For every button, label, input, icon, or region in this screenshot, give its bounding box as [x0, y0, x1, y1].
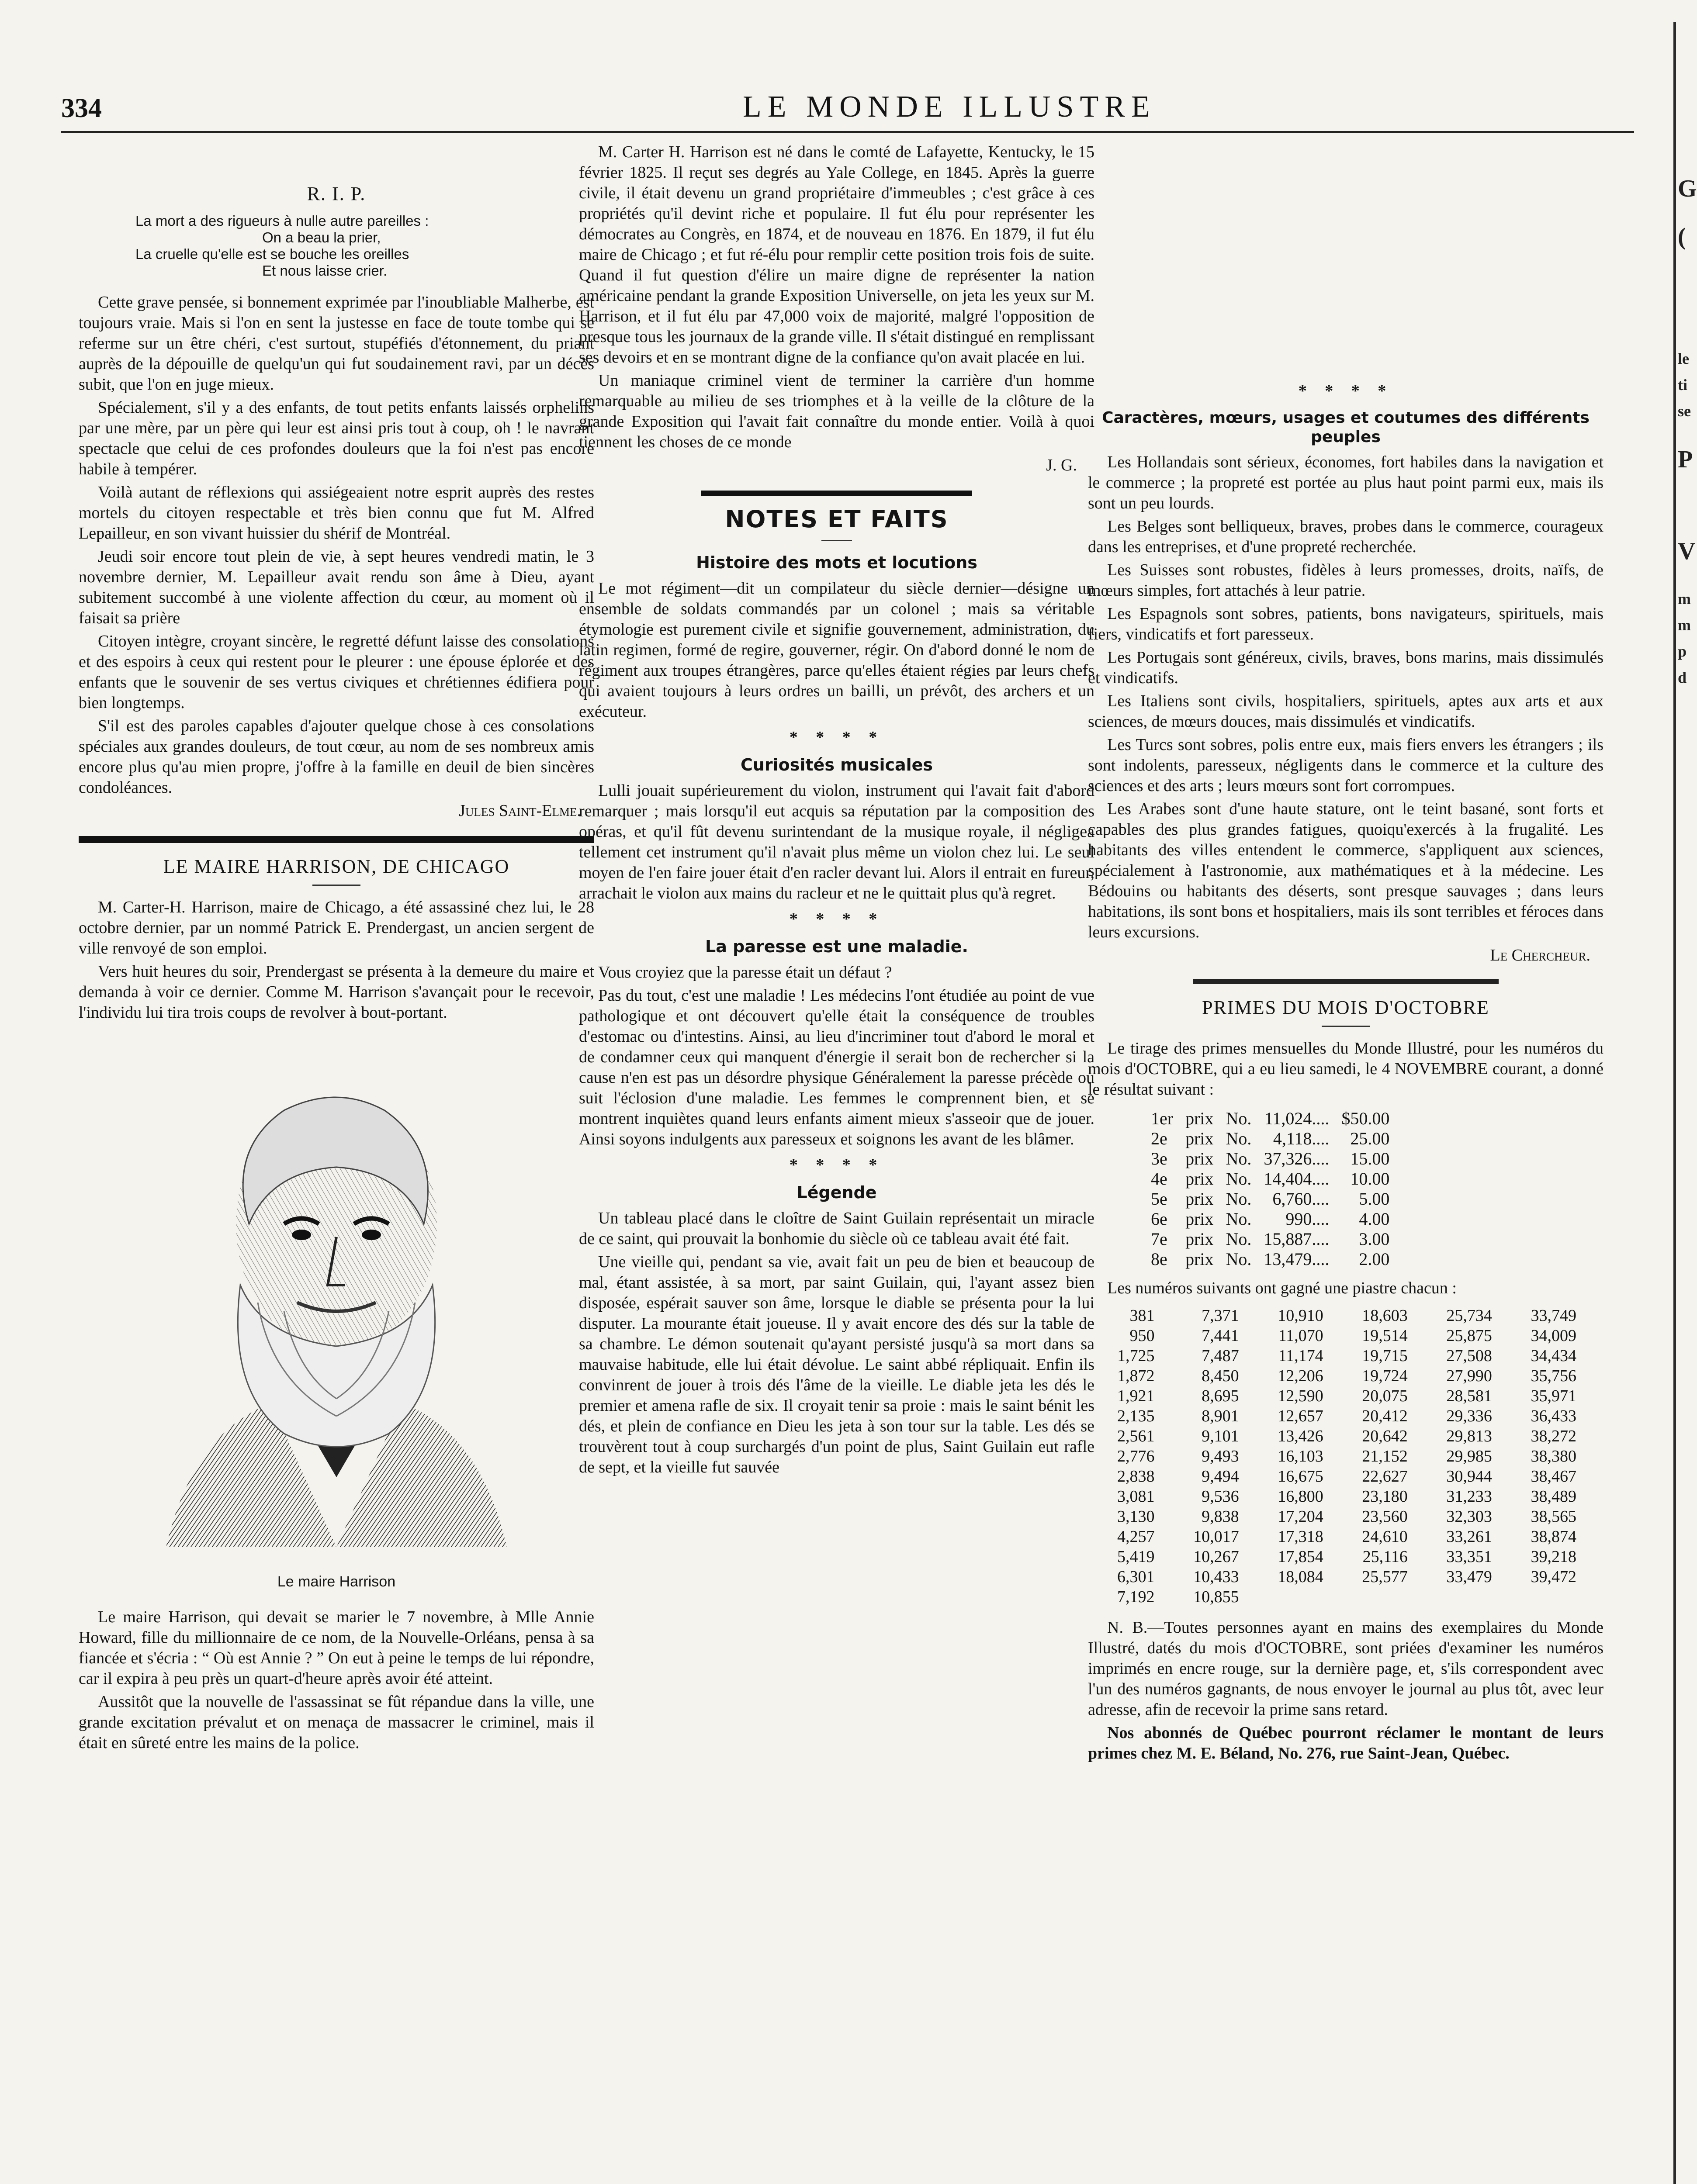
edge-letter: m	[1678, 616, 1691, 634]
winning-number: 17,204	[1278, 1507, 1323, 1526]
winners-row	[1088, 1507, 1582, 1527]
winning-number: 10,910	[1278, 1306, 1323, 1325]
winning-number: 381	[1129, 1306, 1155, 1325]
winning-number: 1,725	[1117, 1347, 1155, 1365]
adjacent-page-edge	[1660, 0, 1697, 2184]
caracteres-paragraph: Les Hollandais sont sérieux, économes, fort habiles dans la navigation et le commerce ; la propreté est portée au plus haut point parmi eux, mais ils sont un peu lourds.	[1088, 453, 1603, 512]
winning-number: 6,301	[1117, 1568, 1155, 1586]
winning-number: 38,874	[1531, 1527, 1576, 1546]
edge-letter: se	[1678, 402, 1691, 420]
prize-rank: 3e	[1151, 1149, 1167, 1168]
title-rule	[1322, 1026, 1370, 1027]
winning-number: 9,536	[1202, 1487, 1239, 1506]
quebec-note: Nos abonnés de Québec pourront réclamer le montant de leurs primes chez M. E. Béland, No. 276, rue Saint-Jean, Québec.	[1088, 1724, 1603, 1762]
winning-number: 1,921	[1117, 1387, 1155, 1405]
notes-paragraph: Vous croyiez que la paresse était un défaut ?	[598, 963, 892, 981]
winning-number	[1329, 1587, 1413, 1607]
section-stars: * * * *	[789, 910, 884, 928]
edge-letter: le	[1678, 350, 1689, 367]
notes-paragraph: Une vieille qui, pendant sa vie, avait fait un peu de bien et beaucoup de mal, étant assistée, à sa mort, par saint Guilain, qui, l'ayant assez bien disposée, espérait sauver son âme, lorsque le diable se présenta pour la lui disputer. La mourante était joueuse. Il y avait encore des dés sur la table de sa chambre. Le démon soutenait qu'ayant persisté jusqu'à sa mort dans sa mauvaise habitude, elle lui était dévolue. Le saint abbé répliquait. Enfin ils convinrent de jouer à trois dés l'âme de la vieille. Le diable jeta les dés le premier et amena rafle de six. Il croyait tenir sa proie : mais le saint bénit les dés, et plein de confiance en Dieu les jeta à son tour sur la table. Les dés se trouvèrent tout à coup surchargés d'un point de plus, Saint Guilain eut rafle de sept, et la vieille fut sauvée	[579, 1253, 1094, 1476]
column-left	[79, 142, 594, 1756]
winners-row	[1088, 1486, 1582, 1507]
prize-label: prix	[1185, 1229, 1214, 1249]
winners-row	[1088, 1567, 1582, 1587]
winning-number: 16,800	[1278, 1487, 1323, 1506]
prize-row	[1145, 1209, 1396, 1229]
prize-no: No.	[1226, 1249, 1252, 1269]
winning-number: 12,657	[1278, 1407, 1323, 1425]
winning-number: 11,070	[1278, 1327, 1323, 1345]
winning-number: 23,180	[1362, 1487, 1408, 1506]
winning-number: 35,756	[1531, 1367, 1576, 1385]
page-number: 334	[61, 93, 102, 123]
winning-number: 9,494	[1202, 1467, 1239, 1486]
winning-number: 16,675	[1278, 1467, 1323, 1486]
winning-number: 35,971	[1531, 1387, 1576, 1405]
winning-number: 20,412	[1362, 1407, 1408, 1425]
winning-number: 19,715	[1362, 1347, 1408, 1365]
edge-letter: G	[1678, 175, 1697, 202]
edge-letter: p	[1678, 643, 1687, 660]
winning-number: 25,875	[1446, 1327, 1492, 1345]
caracteres-paragraph: Les Italiens sont civils, hospitaliers, spirituels, aptes aux arts et aux sciences, de mœurs douces, mais dissimulés et vindicatifs.	[1088, 692, 1603, 731]
prize-no: No.	[1226, 1169, 1252, 1189]
winning-number: 8,695	[1202, 1387, 1239, 1405]
primes-intro: Le tirage des primes mensuelles du Monde Illustré, pour les numéros du mois d'OCTOBRE, qui a eu lieu samedi, le 4 NOVEMBRE courant, a donné le résultat suivant :	[1088, 1039, 1603, 1099]
harrison-paragraph: Aussitôt que la nouvelle de l'assassinat se fût répandue dans la ville, une grande excitation prévalut et on menaça de massacrer le criminel, mais il était en sûreté entre les mains de la police.	[79, 1693, 594, 1752]
prize-rank: 4e	[1151, 1169, 1167, 1189]
prize-number: 990....	[1285, 1209, 1330, 1229]
winning-number: 22,627	[1362, 1467, 1408, 1486]
harrison-signature: J. G.	[1046, 456, 1077, 474]
winning-number: 16,103	[1278, 1447, 1323, 1465]
winning-number: 33,351	[1446, 1548, 1492, 1566]
prize-row	[1145, 1189, 1396, 1209]
harrison-title: LE MAIRE HARRISON, DE CHICAGO	[163, 856, 510, 877]
winning-number: 8,450	[1202, 1367, 1239, 1385]
caracteres-paragraph: Les Suisses sont robustes, fidèles à leurs promesses, droits, naïfs, de mœurs simples, fort attachés à leur patrie.	[1088, 561, 1603, 600]
prize-number: 14,404....	[1264, 1169, 1330, 1189]
winning-number: 34,009	[1531, 1327, 1576, 1345]
winning-number: 23,560	[1362, 1507, 1408, 1526]
prize-amount: $50.00	[1341, 1109, 1390, 1128]
winning-number: 9,493	[1202, 1447, 1239, 1465]
winning-number: 38,272	[1531, 1427, 1576, 1445]
winning-number: 25,577	[1362, 1568, 1408, 1586]
winning-number: 29,813	[1446, 1427, 1492, 1445]
edge-letter: P	[1678, 446, 1693, 473]
winning-number: 34,434	[1531, 1347, 1576, 1365]
winning-number: 19,724	[1362, 1367, 1408, 1385]
section-divider	[701, 491, 972, 496]
winning-number: 33,479	[1446, 1568, 1492, 1586]
prize-number: 6,760....	[1272, 1189, 1330, 1209]
winning-number: 19,514	[1362, 1327, 1408, 1345]
winning-number: 2,135	[1117, 1407, 1155, 1425]
edge-letter: m	[1678, 590, 1691, 608]
poem-line: On a beau la prier,	[262, 229, 381, 245]
winning-number: 39,472	[1531, 1568, 1576, 1586]
winners-table	[1088, 1306, 1582, 1607]
prize-label: prix	[1185, 1249, 1214, 1269]
harrison-portrait	[140, 1040, 533, 1565]
winning-number: 11,174	[1278, 1347, 1323, 1365]
winning-number: 27,508	[1446, 1347, 1492, 1365]
harrison-paragraph: Le maire Harrison, qui devait se marier le 7 novembre, à Mlle Annie Howard, fille du millionnaire de ce nom, de la Nouvelle-Orléans, pensa à sa fiancée et s'écria : “ Où est Annie ? ” On eut à peine le temps de lui répondre, car il expira à peu près un quart-d'heure après avoir été atteint.	[79, 1608, 594, 1688]
rip-title: R. I. P.	[307, 183, 366, 204]
winning-number: 1,872	[1117, 1367, 1155, 1385]
rip-paragraph: Jeudi soir encore tout plein de vie, à sept heures vendredi matin, le 3 novembre dernier, M. Lepailleur avait rendu son âme à Dieu, ayant subitement succombé à une violente affection du cœur, au moment où il faisait sa prière	[79, 547, 594, 627]
winning-number: 7,441	[1202, 1327, 1239, 1345]
prize-amount: 4.00	[1359, 1209, 1390, 1229]
winners-row	[1088, 1426, 1582, 1446]
prize-row	[1145, 1129, 1396, 1149]
winning-number: 24,610	[1362, 1527, 1408, 1546]
prize-amount: 5.00	[1359, 1189, 1390, 1209]
prize-rank: 7e	[1151, 1229, 1167, 1249]
winning-number: 17,318	[1278, 1527, 1323, 1546]
caracteres-heading: Caractères, mœurs, usages et coutumes des différents peuples	[1102, 409, 1590, 446]
page-header	[61, 90, 1634, 133]
prize-number: 13,479....	[1264, 1249, 1330, 1269]
rip-poem	[79, 213, 594, 279]
caracteres-paragraph: Les Portugais sont généreux, civils, braves, bons marins, mais dissimulés et vindicatifs.	[1088, 648, 1603, 687]
poem-line: La cruelle qu'elle est se bouche les oreilles	[135, 246, 409, 262]
portrait-engraving	[140, 1040, 533, 1565]
prize-number: 15,887....	[1264, 1229, 1330, 1249]
prize-rank: 8e	[1151, 1249, 1167, 1269]
notes-heading: Curiosités musicales	[740, 755, 933, 774]
prize-no: No.	[1226, 1109, 1252, 1128]
notes-paragraph: Un tableau placé dans le cloître de Saint Guilain représentait un miracle de ce saint, qui prouvait la bonhomie du siècle où ce tableau avait été fait.	[579, 1209, 1094, 1248]
prize-rank: 6e	[1151, 1209, 1167, 1229]
title-rule	[312, 885, 360, 886]
winning-number: 12,590	[1278, 1387, 1323, 1405]
notes-paragraph: Le mot régiment—dit un compilateur du siècle dernier—désigne un ensemble de soldats commandés par un colonel ; mais sa véritable étymologie est purement civile et signifie gouvernement, administration, du latin regimen, formé de regire, gouverner, régir. On d'abord donné le nom de régiment aux troupes étrangères, parce qu'elles étaient régies par leurs chefs qui avaient toujours à leurs ordres un bailli, un prévôt, des archers et un exécuteur.	[579, 579, 1094, 721]
caracteres-paragraph: Les Arabes sont d'une haute stature, ont le teint basané, sont forts et capables des plus grandes fatigues, quoiqu'exercés à la frugalité. Les habitants des villes entendent le commerce, s'appliquent aux sciences, spécialement à l'astronomie, aux mathématiques et à la médecine. Les Bédouins ou habitants des déserts, sont presque sauvages ; dans leurs habitations, ils sont bons et hospitaliers, mais ils sont terribles et féroces dans leurs excursions.	[1088, 800, 1603, 941]
rip-paragraph: Citoyen intègre, croyant sincère, le regretté défunt laisse des consolations et des espoirs à ceux qui restent pour le pleurer : une épouse éplorée et des enfants que le souvenir de ses vertus civiques et chrétiennes édifiera pour bien longtemps.	[79, 632, 594, 712]
winning-number: 3,130	[1117, 1507, 1155, 1526]
winning-number: 25,116	[1362, 1548, 1408, 1566]
winning-number: 27,990	[1446, 1367, 1492, 1385]
prize-rank: 5e	[1151, 1189, 1167, 1209]
winning-number: 10,433	[1193, 1568, 1239, 1586]
winning-number: 20,075	[1362, 1387, 1408, 1405]
prize-row	[1145, 1149, 1396, 1169]
winning-number: 950	[1129, 1327, 1155, 1345]
winning-number: 32,303	[1446, 1507, 1492, 1526]
harrison-paragraph: M. Carter-H. Harrison, maire de Chicago, a été assassiné chez lui, le 28 octobre dernier, par un nommé Patrick E. Prendergast, un ancien sergent de ville renvoyé de son emploi.	[79, 898, 594, 957]
edge-letter: d	[1678, 669, 1687, 686]
winners-row	[1088, 1366, 1582, 1386]
edge-letter: V	[1678, 538, 1696, 565]
prize-label: prix	[1185, 1129, 1214, 1148]
poem-line: La mort a des rigueurs à nulle autre pareilles :	[135, 213, 429, 229]
winning-number: 2,561	[1117, 1427, 1155, 1445]
prize-no: No.	[1226, 1129, 1252, 1148]
notes-paragraph: Lulli jouait supérieurement du violon, instrument qui l'avait fait d'abord remarquer ; mais lorsqu'il eut acquis sa réputation par la composition des opéras, et qu'il fût devenu surintendant de la musique royale, il négligea tellement cet instrument qu'il n'avait plus même un violon chez lui. Le seul moyen de l'en faire jouer était d'en racler devant lui. Alors il entrait en fureur, arrachait le violon aux mains du racleur et ne le quittait plus qu'à regret.	[579, 781, 1094, 902]
winning-number: 38,380	[1531, 1447, 1576, 1465]
winners-intro: Les numéros suivants ont gagné une piastre chacun :	[1107, 1279, 1457, 1297]
prizes-table	[1145, 1109, 1396, 1269]
prize-amount: 25.00	[1350, 1129, 1390, 1148]
winning-number: 10,017	[1193, 1527, 1239, 1546]
winning-number: 17,854	[1278, 1548, 1323, 1566]
harrison-paragraph: Un maniaque criminel vient de terminer la carrière d'un homme remarquable au milieu de ses triomphes et à la veille de la clôture de la grande Exposition qui l'avait fait connaître du monde entier. Voilà à quoi tiennent les choses de ce monde	[579, 371, 1094, 451]
winning-number: 5,419	[1117, 1548, 1155, 1566]
rip-signature: Jules Saint-Elme.	[459, 802, 581, 820]
winning-number: 9,101	[1202, 1427, 1239, 1445]
rip-paragraph: S'il est des paroles capables d'ajouter quelque chose à ces consolations spéciales aux grandes douleurs, de tout cœur, au nom de ses nombreux amis encore plus qu'au mien propre, j'offre à la famille en deuil de bien sincères condoléances.	[79, 717, 594, 797]
poem-line: Et nous laisse crier.	[262, 263, 388, 279]
caracteres-paragraph: Les Espagnols sont sobres, patients, bons navigateurs, spirituels, mais fiers, vindicatifs et fort paresseux.	[1088, 605, 1603, 643]
section-stars: * * * *	[789, 728, 884, 746]
winning-number: 36,433	[1531, 1407, 1576, 1425]
winning-number: 29,336	[1446, 1407, 1492, 1425]
section-divider	[79, 836, 594, 843]
page-edge-line	[1673, 22, 1676, 2184]
edge-letter: (	[1678, 223, 1686, 250]
winning-number: 29,985	[1446, 1447, 1492, 1465]
winning-number: 18,603	[1362, 1306, 1408, 1325]
winning-number: 30,944	[1446, 1467, 1492, 1486]
prize-row	[1145, 1229, 1396, 1249]
winning-number: 9,838	[1202, 1507, 1239, 1526]
prize-amount: 15.00	[1350, 1149, 1390, 1168]
winning-number: 38,565	[1531, 1507, 1576, 1526]
notes-heading: Légende	[797, 1183, 877, 1202]
prize-number: 37,326....	[1264, 1149, 1330, 1168]
winning-number: 33,261	[1446, 1527, 1492, 1546]
column-middle	[579, 142, 1094, 1480]
prize-row	[1145, 1169, 1396, 1189]
caracteres-signature: Le Chercheur.	[1490, 946, 1590, 964]
winning-number: 10,267	[1193, 1548, 1239, 1566]
column-right	[1088, 376, 1603, 1766]
section-stars: * * * *	[789, 1156, 884, 1174]
winning-number: 39,218	[1531, 1548, 1576, 1566]
prize-amount: 2.00	[1359, 1249, 1390, 1269]
prize-number: 4,118....	[1273, 1129, 1330, 1148]
notes-paragraph: Pas du tout, c'est une maladie ! Les médecins l'ont étudiée au point de vue pathologique et ont découvert qu'elle était la conséquence de troubles d'estomac ou d'intestins. Ainsi, au lieu d'incriminer tout d'abord le moral et de condamner ceux qui manquent d'énergie il serait bon de rechercher si la cause n'en est pas un désordre physique Généralement la paresse précède ou suit l'éclosion d'une maladie. Les femmes le comprennent bien, et se montrent inquiètes quand leurs enfants aiment mieux s'asseoir que de jouer. Ainsi soyons indulgents aux paresseux et soignons les avant de les blâmer.	[579, 986, 1094, 1148]
winning-number	[1413, 1587, 1497, 1607]
prize-no: No.	[1226, 1149, 1252, 1168]
winners-row	[1088, 1466, 1582, 1486]
notes-heading: La paresse est une maladie.	[705, 937, 968, 956]
winning-number: 28,581	[1446, 1387, 1492, 1405]
winners-row	[1088, 1326, 1582, 1346]
winning-number: 4,257	[1117, 1527, 1155, 1546]
winners-row	[1088, 1406, 1582, 1426]
title-rule	[821, 540, 852, 541]
winners-row	[1088, 1346, 1582, 1366]
prize-rank: 2e	[1151, 1129, 1167, 1148]
prize-amount: 3.00	[1359, 1229, 1390, 1249]
caracteres-paragraph: Les Turcs sont sobres, polis entre eux, mais fiers envers les étrangers ; ils sont indolents, paresseux, négligents dans le commerce et la culture des sciences et des arts ; leurs mœurs sont fort corrompues.	[1088, 736, 1603, 795]
notes-heading: Histoire des mots et locutions	[696, 553, 977, 572]
primes-title: PRIMES DU MOIS D'OCTOBRE	[1202, 997, 1489, 1018]
winning-number: 8,901	[1202, 1407, 1239, 1425]
prize-label: prix	[1185, 1209, 1214, 1229]
prize-amount: 10.00	[1350, 1169, 1390, 1189]
winning-number: 3,081	[1117, 1487, 1155, 1506]
winning-number: 31,233	[1446, 1487, 1492, 1506]
prize-label: prix	[1185, 1109, 1214, 1128]
winning-number: 33,749	[1531, 1306, 1576, 1325]
winning-number: 25,734	[1446, 1306, 1492, 1325]
winning-number: 7,192	[1117, 1588, 1155, 1606]
harrison-paragraph: M. Carter H. Harrison est né dans le comté de Lafayette, Kentucky, le 15 février 1825. Il reçut ses degrés au Yale College, en 1845. Après la guerre civile, il était devenu un grand propriétaire d'immeubles ; c'est grâce à ces propriétés qu'il devint riche et populaire. Il fut élu pour représenter les démocrates au Congrès, en 1874, et de nouveau en 1876. En 1879, il fut élu maire de Chicago ; et fut ré-élu pour remplir cette position trois fois de suite. Quand il fut question d'élire un maire digne de représenter la nation américaine pendant la grande Exposition Universelle, on jeta les yeux sur M. Harrison, et il fut élu par 47,000 voix de majorité, malgré l'opposition de presque tous les journaux de la grande ville. Il s'était distingué en remplissant ses devoirs et en se montrant digne de la confiance qu'on avait placée en lui.	[579, 143, 1094, 366]
caracteres-paragraph: Les Belges sont belliqueux, braves, probes dans le commerce, courageux dans les entreprises, et d'une propreté recherchée.	[1088, 517, 1603, 556]
winners-row	[1088, 1306, 1582, 1326]
edge-letter: ti	[1678, 376, 1687, 394]
winning-number: 7,487	[1202, 1347, 1239, 1365]
winning-number: 2,776	[1117, 1447, 1155, 1465]
winning-number: 10,855	[1193, 1588, 1239, 1606]
winning-number: 38,489	[1531, 1487, 1576, 1506]
section-divider	[1193, 979, 1499, 984]
prize-number: 11,024....	[1264, 1109, 1330, 1128]
winning-number: 18,084	[1278, 1568, 1323, 1586]
prize-no: No.	[1226, 1229, 1252, 1249]
primes-note: N. B.—Toutes personnes ayant en mains des exemplaires du Monde Illustré, datés du mois d'OCTOBRE, sont priées d'examiner les numéros imprimés en encre rouge, sur la dernière page, et, s'ils correspondent avec l'un des numéros gagnants, de nous envoyer le journal au plus tôt, avec leur adresse, afin de recevoir la prime sans retard.	[1088, 1618, 1603, 1719]
portrait-caption: Le maire Harrison	[277, 1573, 396, 1590]
winning-number	[1244, 1587, 1329, 1607]
winning-number: 38,467	[1531, 1467, 1576, 1486]
winners-row	[1088, 1527, 1582, 1547]
masthead: LE MONDE ILLUSTRE	[743, 90, 1156, 124]
prize-row	[1145, 1249, 1396, 1269]
prize-row	[1145, 1109, 1396, 1129]
rip-paragraph: Cette grave pensée, si bonnement exprimée par l'inoubliable Malherbe, est toujours vraie. Mais si l'on en sent la justesse en face de toute tombe qui se referme sur un être chéri, c'est surtout, stupéfiés d'étonnement, du priant auprès de la dépouille de quelqu'un qui fut soudainement ravi, par un décès subit, que l'on en juge mieux.	[79, 293, 594, 394]
header-rule	[61, 131, 1634, 133]
prize-label: prix	[1185, 1169, 1214, 1189]
prize-no: No.	[1226, 1209, 1252, 1229]
notes-title: NOTES ET FAITS	[725, 505, 949, 533]
winners-row	[1088, 1547, 1582, 1567]
prize-no: No.	[1226, 1189, 1252, 1209]
section-stars: * * * *	[1298, 382, 1393, 400]
prize-rank: 1er	[1151, 1109, 1174, 1128]
winning-number: 20,642	[1362, 1427, 1408, 1445]
rip-paragraph: Spécialement, s'il y a des enfants, de tout petits enfants laissés orphelins par une mère, par un père qui leur est ainsi pris tout à coup, oh ! le navrant spectacle que celui de ces profondes douleurs que la foi n'est pas encore habile à tempérer.	[79, 398, 594, 478]
winning-number: 13,426	[1278, 1427, 1323, 1445]
rip-paragraph: Voilà autant de réflexions qui assiégeaient notre esprit auprès des restes mortels du citoyen respectable et très bien connu que fut M. Alfred Lepailleur, en son vivant huissier du shérif de Montréal.	[79, 483, 594, 543]
winners-row	[1088, 1386, 1582, 1406]
prize-label: prix	[1185, 1149, 1214, 1168]
winning-number: 7,371	[1202, 1306, 1239, 1325]
harrison-paragraph: Vers huit heures du soir, Prendergast se présenta à la demeure du maire et demanda à voir ce dernier. Comme M. Harrison s'avançait pour le recevoir, l'individu lui tira trois coups de revolver à bout-portant.	[79, 962, 594, 1022]
winning-number: 2,838	[1117, 1467, 1155, 1486]
prize-label: prix	[1185, 1189, 1214, 1209]
winning-number: 12,206	[1278, 1367, 1323, 1385]
winning-number: 21,152	[1362, 1447, 1408, 1465]
winning-number	[1497, 1587, 1582, 1607]
winners-row	[1088, 1446, 1582, 1466]
winners-row	[1088, 1587, 1582, 1607]
